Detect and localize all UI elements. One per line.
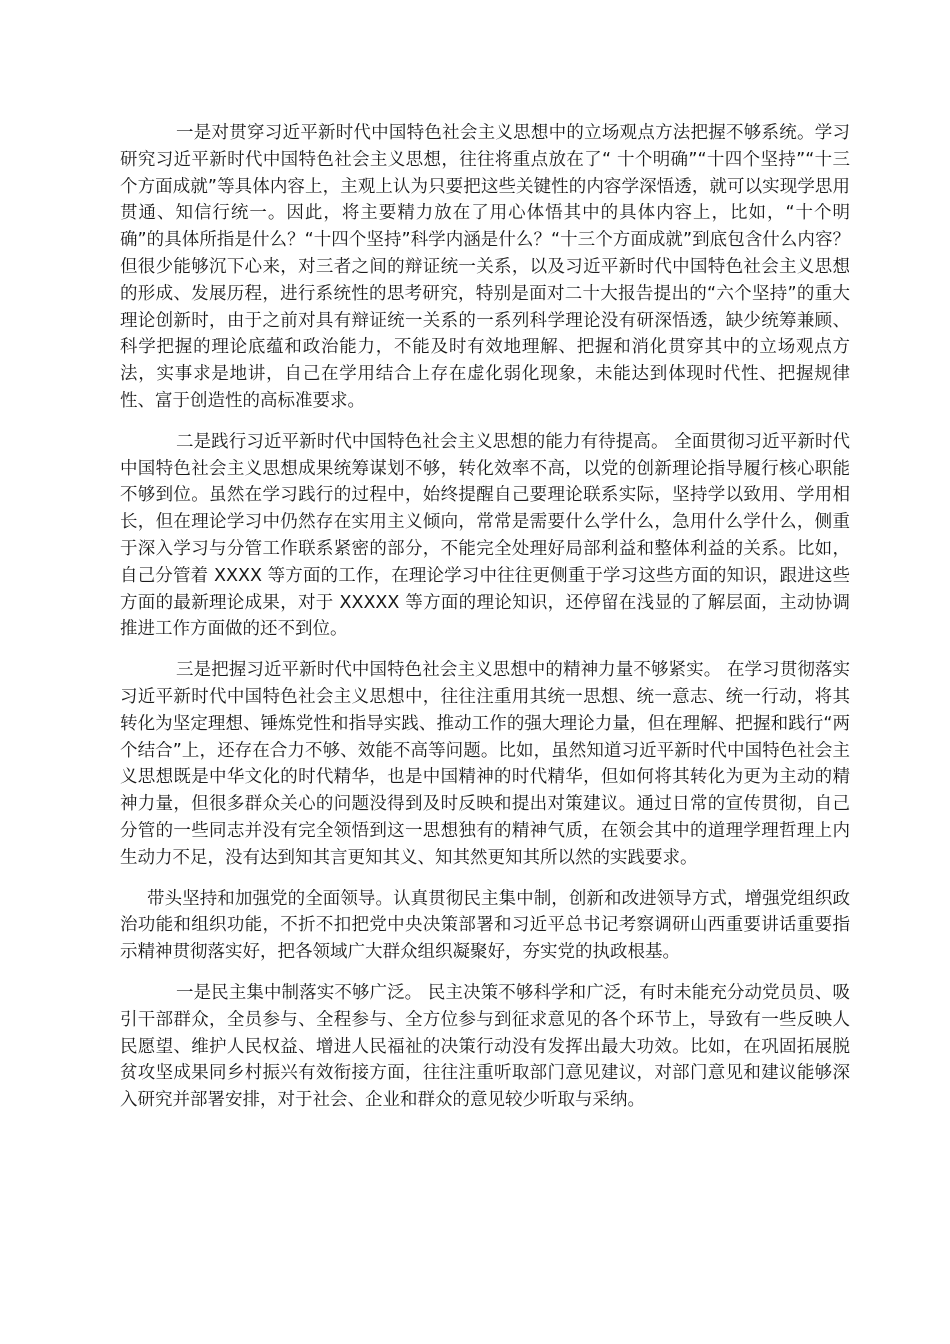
paragraph-2: 二是践行习近平新时代中国特色社会主义思想的能力有待提高。 全面贯彻习近平新时代中国特色社会主义思想成果统筹谋划不够，转化效率不高，以党的创新理论指导履行核心职能不够到位。虽然在学习践行的过程中，始终提醒自己要理论联系实际，坚持学以致用、学用相长，但在理论学习中仍然存在实用主义倾向，常常是需要什么学什么，急用什么学什么，侧重于深入学习与分管工作联系紧密的部分，不能完全处理好局部利益和整体利益的关系。比如，自己分管着 XXXX 等方面的工作，在理论学习中往往更侧重于学习这些方面的知识，跟进这些方面的最新理论成果，对于 XXXXX 等方面的理论知识，还停留在浅显的了解层面，主动协调推进工作方面做的还不到位。 [120, 431, 850, 640]
paragraph-3: 三是把握习近平新时代中国特色社会主义思想中的精神力量不够紧实。 在学习贯彻落实习近平新时代中国特色社会主义思想中，往往注重用其统一思想、统一意志、统一行动，将其转化为坚定理想、锤炼党性和指导实践、推动工作的强大理论力量，但在理解、把握和践行“两个结合”上，还存在合力不够、效能不高等问题。比如，虽然知道习近平新时代中国特色社会主义思想既是中华文化的时代精华，也是中国精神的时代精华，但如何将其转化为更为主动的精神力量，但很多群众关心的问题没得到及时反映和提出对策建议。通过日常的宣传贯彻，自己分管的一些同志并没有完全领悟到这一思想独有的精神气质，在领会其中的道理学理哲理上内生动力不足，没有达到知其言更知其义、知其然更知其所以然的实践要求。 [120, 660, 850, 868]
paragraph-1: 一是对贯穿习近平新时代中国特色社会主义思想中的立场观点方法把握不够系统。学习研究习近平新时代中国特色社会主义思想，往往将重点放在了“ 十个明确”“十四个坚持”“十三个方面成就”等具体内容上，主观上认为只要把这些关键性的内容学深悟透，就可以实现学思用贯通、知信行统一。因此，将主要精力放在了用心体悟其中的具体内容上，比如，“十个明确”的具体所指是什么？“十四个坚持”科学内涵是什么？“十三个方面成就”到底包含什么内容？但很少能够沉下心来，对三者之间的辩证统一关系，以及习近平新时代中国特色社会主义思想的形成、发展历程，进行系统性的思考研究，特别是面对二十大报告提出的“六个坚持”的重大理论创新时，由于之前对具有辩证统一关系的一系列科学理论没有研深悟透，缺少统筹兼顾、科学把握的理论底蕴和政治能力，不能及时有效地理解、把握和消化贯穿其中的立场观点方法，实事求是地讲，自己在学用结合上存在虚化弱化现象，未能达到体现时代性、把握规律性、富于创造性的高标准要求。 [120, 123, 850, 411]
paragraph-4: 带头坚持和加强党的全面领导。认真贯彻民主集中制，创新和改进领导方式，增强党组织政治功能和组织功能，不折不扣把党中央决策部署和习近平总书记考察调研山西重要讲话重要指示精神贯彻落实好，把各领域广大群众组织凝聚好，夯实党的执政根基。 [120, 888, 850, 963]
document-body [120, 120, 850, 1128]
paragraph-5: 一是民主集中制落实不够广泛。 民主决策不够科学和广泛，有时未能充分动党员员、吸引干部群众，全员参与、全程参与、全方位参与到征求意见的各个环节上，导致有一些反映人民愿望、维护人民权益、增进人民福祉的决策行动没有发挥出最大功效。比如，在巩固拓展脱贫攻坚成果同乡村振兴有效衔接方面，往往注重听取部门意见建议，对部门意见和建议能够深入研究并部署安排，对于社会、企业和群众的意见较少听取与采纳。 [120, 982, 850, 1111]
